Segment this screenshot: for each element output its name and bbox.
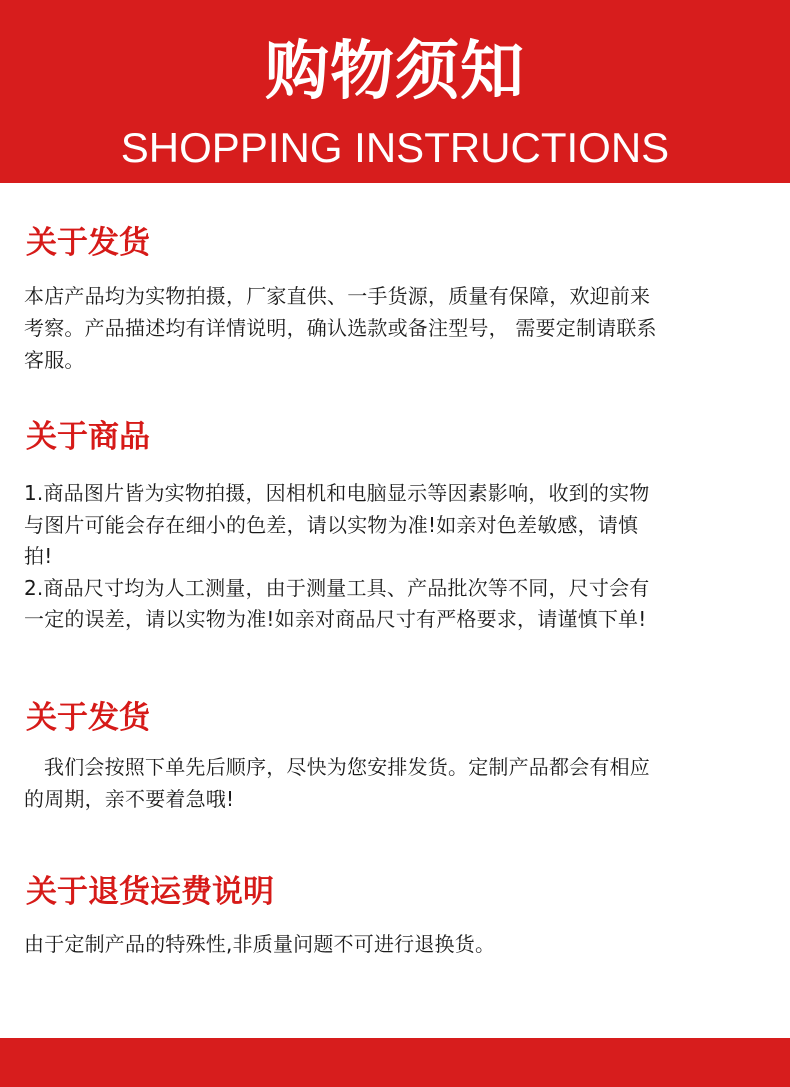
paragraph-line: 2.商品尺寸均为人工测量，由于测量工具、产品批次等不同，尺寸会有 (24, 575, 650, 600)
paragraph-line: 我们会按照下单先后顺序，尽快为您安排发货。定制产品都会有相应 (44, 755, 650, 779)
section-text-returns (24, 928, 766, 960)
section-text-shipping (24, 280, 766, 376)
section-heading-products: 关于商品 (26, 419, 150, 455)
section-heading-delivery: 关于发货 (26, 700, 150, 736)
page-title: 购物须知 (265, 35, 525, 109)
paragraph-line: 1.商品图片皆为实物拍摄，因相机和电脑显示等因素影响，收到的实物 (24, 481, 650, 505)
paragraph-line: 拍! (24, 544, 53, 568)
paragraph-line: 的周期，亲不要着急哦! (24, 787, 235, 811)
paragraph-line: 一定的误差，请以实物为准!如亲对商品尺寸有严格要求，请谨慎下单! (24, 607, 647, 631)
section-text-delivery (24, 751, 766, 815)
footer-bar (0, 1038, 790, 1087)
header-banner (0, 0, 790, 183)
paragraph-line: 客服。 (24, 348, 85, 372)
page-subtitle: SHOPPING INSTRUCTIONS (120, 124, 670, 171)
section-heading-shipping: 关于发货 (26, 225, 150, 261)
paragraph-line: 本店产品均为实物拍摄，厂家直供、一手货源，质量有保障，欢迎前来 (24, 284, 651, 308)
paragraph-line: 由于定制产品的特殊性,非质量问题不可进行退换货。 (24, 932, 496, 956)
section-text-products (24, 478, 766, 636)
section-heading-returns: 关于退货运费说明 (26, 874, 274, 910)
paragraph-line: 与图片可能会存在细小的色差，请以实物为准!如亲对色差敏感，请慎 (24, 512, 639, 537)
paragraph-line: 考察。产品描述均有详情说明，确认选款或备注型号， 需要定制请联系 (24, 316, 657, 340)
